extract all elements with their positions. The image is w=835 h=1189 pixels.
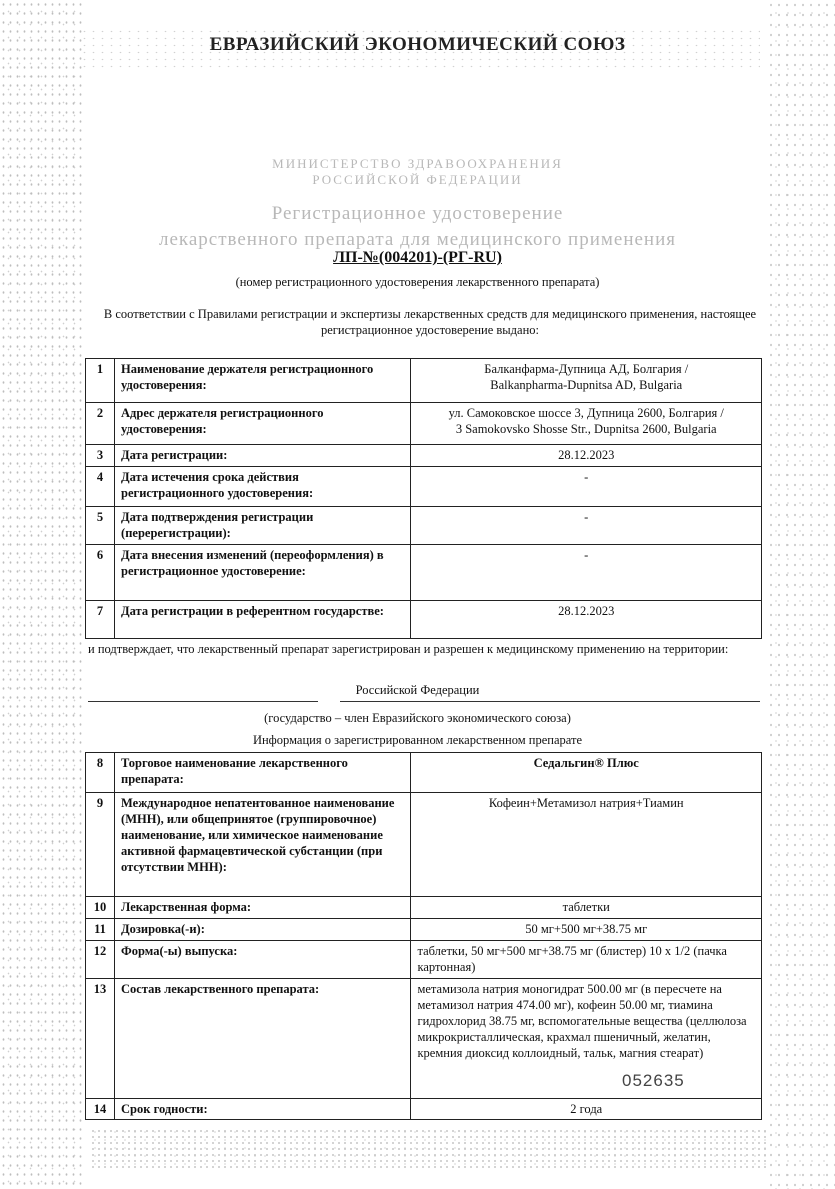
- row-label: Дата внесения изменений (переоформления) в регистрационное удостоверение:: [115, 545, 411, 601]
- row-value: 28.12.2023: [411, 445, 762, 467]
- row-label: Дозировка(-и):: [115, 919, 411, 941]
- row-number: 1: [86, 359, 115, 403]
- divider-line: [88, 701, 318, 702]
- row-number: 6: [86, 545, 115, 601]
- row-value: метамизола натрия моногидрат 500.00 мг (в пересчете на метамизол натрия 474.00 мг), кофеин 50.00 мг, тиамина гидрохлорид 38.75 мг, вспомогательные вещества (целлюлоза микрокристаллическая, крахмал пшеничный, желатин, кремния диоксид коллоидный, тальк, магния стеарат): [411, 979, 762, 1099]
- table-row: [86, 793, 762, 897]
- row-value: таблетки: [411, 897, 762, 919]
- row-label: Международное непатентованное наименование (МНН), или общепринятое (группировочное) наименование, или химическое наименование активной фармацевтической субстанции (при отсутствии МНН):: [115, 793, 411, 897]
- row-label: Состав лекарственного препарата:: [115, 979, 411, 1099]
- table-row: [86, 545, 762, 601]
- row-label: Срок годности:: [115, 1099, 411, 1120]
- divider-line: [340, 701, 760, 702]
- country-caption: (государство – член Евразийского экономического союза): [264, 711, 571, 725]
- table-row: [86, 403, 762, 445]
- confirmation-text: и подтверждает, что лекарственный препарат зарегистрирован и разрешен к медицинскому применению на территории:: [88, 642, 729, 656]
- row-number: 5: [86, 507, 115, 545]
- table-row: [86, 445, 762, 467]
- row-label: Дата подтверждения регистрации (перерегистрации):: [115, 507, 411, 545]
- row-number: 9: [86, 793, 115, 897]
- certificate-title-line2: лекарственного препарата для медицинского применения: [158, 229, 676, 250]
- row-value: -: [411, 507, 762, 545]
- row-value: -: [411, 467, 762, 507]
- certificate-title-line1: Регистрационное удостоверение: [271, 203, 564, 224]
- row-value: [411, 359, 762, 403]
- row-label: Форма(-ы) выпуска:: [115, 941, 411, 979]
- row-number: 7: [86, 601, 115, 639]
- value-line: Балканфарма-Дупница АД, Болгария /: [484, 362, 689, 376]
- registration-table: [85, 358, 762, 639]
- row-label: Дата регистрации:: [115, 445, 411, 467]
- row-label: Торговое наименование лекарственного препарата:: [115, 753, 411, 793]
- table-row: [86, 919, 762, 941]
- row-value: Кофеин+Метамизол натрия+Тиамин: [411, 793, 762, 897]
- form-serial-number: 052635: [622, 1071, 685, 1090]
- registration-number-caption: (номер регистрационного удостоверения лекарственного препарата): [235, 275, 600, 289]
- scan-noise-bottom: [90, 1128, 770, 1168]
- row-number: 4: [86, 467, 115, 507]
- row-value: -: [411, 545, 762, 601]
- row-number: 13: [86, 979, 115, 1099]
- value-line: ул. Самоковское шоссе 3, Дупница 2600, Болгария /: [448, 406, 724, 420]
- ministry-name-line2: РОССИЙСКОЙ ФЕДЕРАЦИИ: [312, 172, 523, 187]
- row-value: 2 года: [411, 1099, 762, 1120]
- row-label: Дата регистрации в референтном государстве:: [115, 601, 411, 639]
- table-row: [86, 467, 762, 507]
- value-line: 3 Samokovsko Shosse Str., Dupnitsa 2600, Bulgaria: [455, 422, 717, 436]
- registration-number: ЛП-№(004201)-(РГ-RU): [333, 249, 502, 266]
- row-label: Адрес держателя регистрационного удостоверения:: [115, 403, 411, 445]
- table-row: [86, 601, 762, 639]
- row-number: 12: [86, 941, 115, 979]
- country-name: Российской Федерации: [355, 683, 480, 697]
- union-title: ЕВРАЗИЙСКИЙ ЭКОНОМИЧЕСКИЙ СОЮЗ: [209, 34, 626, 55]
- row-value: 50 мг+500 мг+38.75 мг: [411, 919, 762, 941]
- table-row: [86, 359, 762, 403]
- table-row: [86, 897, 762, 919]
- row-value: [411, 403, 762, 445]
- row-label: Лекарственная форма:: [115, 897, 411, 919]
- row-value: таблетки, 50 мг+500 мг+38.75 мг (блистер) 10 x 1/2 (пачка картонная): [411, 941, 762, 979]
- table-row: [86, 1099, 762, 1120]
- product-info-heading: Информация о зарегистрированном лекарственном препарате: [252, 733, 583, 747]
- table-row: [86, 507, 762, 545]
- row-number: 10: [86, 897, 115, 919]
- value-line: Balkanpharma-Dupnitsa AD, Bulgaria: [490, 378, 683, 392]
- row-value: Седальгин® Плюс: [411, 753, 762, 793]
- intro-text: В соответствии с Правилами регистрации и экспертизы лекарственных средств для медицинского применения, настоящее регистрационное удостоверение выдано:: [103, 307, 757, 337]
- row-label: Наименование держателя регистрационного удостоверения:: [115, 359, 411, 403]
- row-number: 2: [86, 403, 115, 445]
- row-label: Дата истечения срока действия регистрационного удостоверения:: [115, 467, 411, 507]
- product-table: [85, 752, 762, 1120]
- row-number: 11: [86, 919, 115, 941]
- table-row: [86, 941, 762, 979]
- row-value: 28.12.2023: [411, 601, 762, 639]
- row-number: 3: [86, 445, 115, 467]
- row-number: 8: [86, 753, 115, 793]
- row-number: 14: [86, 1099, 115, 1120]
- ministry-name-line1: МИНИСТЕРСТВО ЗДРАВООХРАНЕНИЯ: [272, 156, 563, 171]
- table-row: [86, 753, 762, 793]
